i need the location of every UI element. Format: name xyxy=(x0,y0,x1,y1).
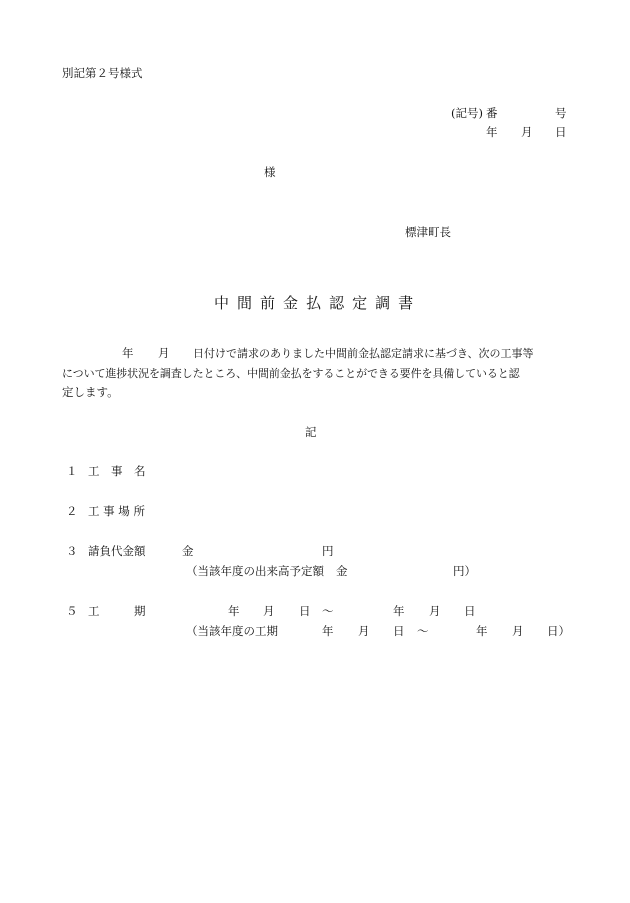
title-char: 書 xyxy=(398,294,414,312)
header-month: 月 xyxy=(521,125,533,139)
title-char: 認 xyxy=(329,294,345,312)
body-year: 年 xyxy=(122,346,134,360)
item5-month: 月 xyxy=(263,604,275,618)
body-month: 月 xyxy=(158,346,170,360)
ki-label: 記 xyxy=(305,425,317,439)
item3-sub-open: （当該年度の出来高予定額 xyxy=(186,564,324,578)
body-line-2: について進捗状況を調査したところ、中間前金払をすることができる要件を具備していると認 xyxy=(62,367,520,380)
title-char: 払 xyxy=(306,294,322,312)
body-line-1: 日付けで請求のありました中間前金払認定請求に基づき、次の工事等 xyxy=(193,347,534,360)
title-char: 定 xyxy=(352,294,368,312)
item5-sub-tilde: ～ xyxy=(417,624,429,638)
title-char: 中 xyxy=(214,294,230,312)
item5-month2: 月 xyxy=(429,604,441,618)
item5-label-char: 工 xyxy=(88,604,100,618)
item3-sub-kin: 金 xyxy=(336,564,348,578)
item5-sub-month: 月 xyxy=(358,624,370,638)
item1-label-char: 名 xyxy=(134,464,146,478)
body-line-3: 定します。 xyxy=(62,385,119,399)
item5-day2: 日 xyxy=(464,604,476,618)
item5-year2: 年 xyxy=(393,604,405,618)
item1-number: １ xyxy=(66,464,78,478)
item5-year: 年 xyxy=(228,604,240,618)
title-char: 金 xyxy=(283,294,299,312)
kigou-label: (記号) xyxy=(451,106,483,120)
item1-label-char: 工 xyxy=(88,464,100,478)
item5-sub-year: 年 xyxy=(322,624,334,638)
item2-label: 工 事 場 所 xyxy=(88,504,145,518)
item5-day: 日 xyxy=(299,604,311,618)
item3-label: 請負代金額 xyxy=(88,544,146,558)
item5-sub-day2: 日） xyxy=(547,624,570,638)
issuer: 標津町長 xyxy=(405,225,451,239)
title-char: 前 xyxy=(260,294,276,312)
document-title xyxy=(214,294,413,312)
item5-tilde: ～ xyxy=(322,604,334,618)
item3-en: 円 xyxy=(322,544,334,558)
gou-label: 号 xyxy=(555,106,567,120)
item5-sub-day: 日 xyxy=(393,624,405,638)
form-label: 別記第２号様式 xyxy=(62,66,143,80)
ban-label: 番 xyxy=(486,106,498,120)
item5-sub-month2: 月 xyxy=(512,624,524,638)
addressee-suffix: 様 xyxy=(264,165,276,179)
item5-sub-year2: 年 xyxy=(476,624,488,638)
item3-number: ３ xyxy=(66,544,78,558)
item5-number: ５ xyxy=(66,604,78,618)
title-char: 調 xyxy=(375,294,391,312)
item2-number: ２ xyxy=(66,504,78,518)
item5-label-char: 期 xyxy=(134,604,146,618)
item5-sub-open: （当該年度の工期 xyxy=(186,624,278,638)
item3-sub-close: 円） xyxy=(453,564,476,578)
item3-kin: 金 xyxy=(182,544,194,558)
header-day: 日 xyxy=(555,125,567,139)
item1-label-char: 事 xyxy=(111,464,123,478)
header-year: 年 xyxy=(486,125,498,139)
title-char: 間 xyxy=(237,294,253,312)
